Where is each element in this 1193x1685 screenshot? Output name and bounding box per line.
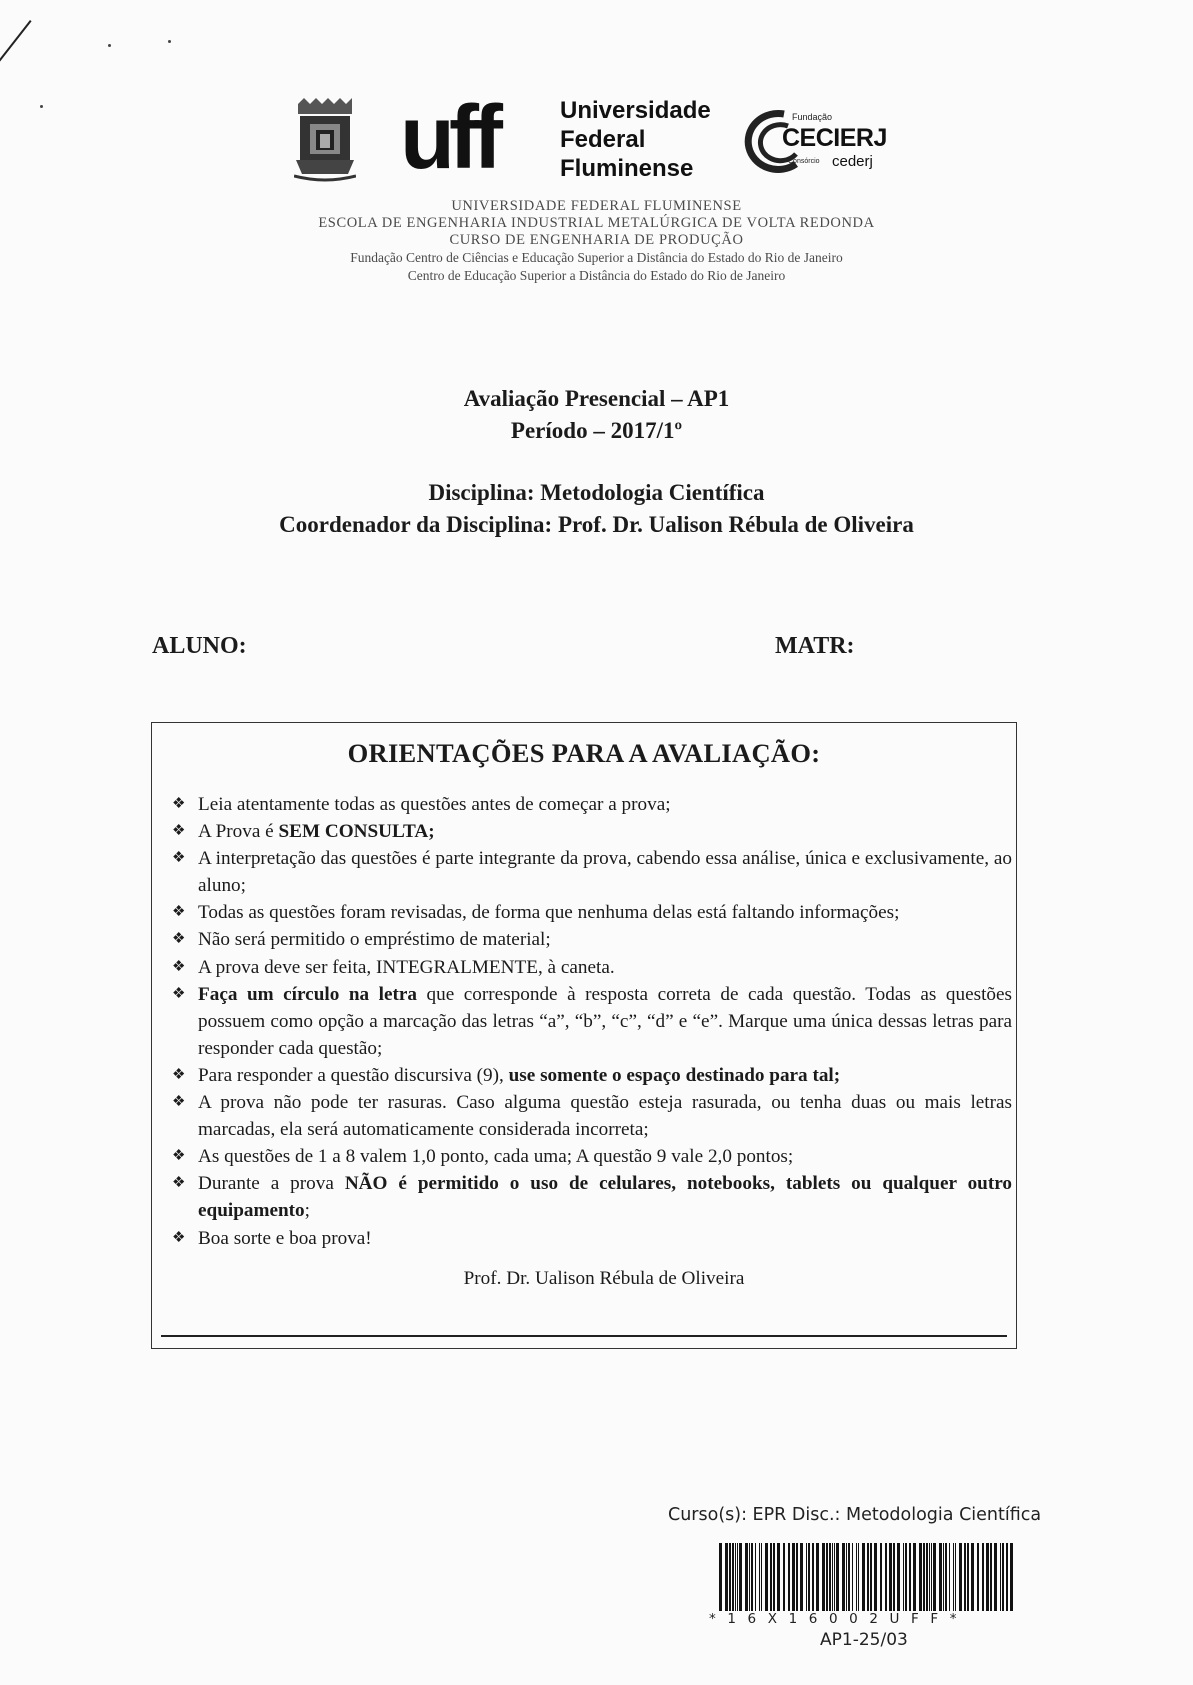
barcode-bar [990,1543,992,1611]
discipline-block [0,477,1193,541]
barcode-digits: *16X16002UFF* [709,1611,969,1627]
barcode-bar [725,1543,728,1611]
bullet-diamond-icon: ❖ [172,904,186,921]
scan-pen-mark [0,20,32,75]
bullet-diamond-icon: ❖ [172,1229,186,1246]
barcode [719,1543,1014,1611]
bullet-diamond-icon: ❖ [172,985,186,1002]
barcode-bar [889,1543,892,1611]
guideline-item: ❖ As questões de 1 a 8 valem 1,0 ponto, cada uma; A questão 9 vale 2,0 pontos; [166,1143,1012,1170]
barcode-bar [846,1543,847,1611]
barcode-bar [777,1543,780,1611]
barcode-bar [1002,1543,1004,1611]
exam-title: Avaliação Presencial – AP1 [463,386,730,411]
bullet-diamond-icon: ❖ [172,958,186,975]
guideline-item: ❖ A prova não pode ter rasuras. Caso alguma questão esteja rasurada, ou tenha duas ou mais letras marcadas, ela será automaticamente considerada incorreta; [166,1089,1012,1143]
discipline: Disciplina: Metodologia Científica [428,480,765,505]
bullet-diamond-icon: ❖ [172,850,186,867]
exam-title-block [0,383,1193,447]
course-line: Curso(s): EPR Disc.: Metodologia Científica [668,1505,1042,1525]
barcode-bar [816,1543,819,1611]
bullet-diamond-icon: ❖ [172,931,186,948]
bullet-diamond-icon: ❖ [172,1175,186,1192]
barcode-bar [880,1543,882,1611]
barcode-bar [994,1543,997,1611]
barcode-bar [796,1543,798,1611]
barcode-bar [959,1543,962,1611]
barcode-bar [926,1543,928,1611]
barcode-bar [919,1543,922,1611]
barcode-bar [909,1543,911,1611]
barcode-bar [913,1543,916,1611]
guideline-item: ❖ Todas as questões foram revisadas, de forma que nenhuma delas está faltando informações; [166,899,1012,926]
barcode-bar [749,1543,750,1611]
barcode-bar [812,1543,814,1611]
barcode-bar [885,1543,887,1611]
registration-label: MATR: [775,633,855,659]
barcode-bar [808,1543,810,1611]
guideline-item: ❖ A prova deve ser feita, INTEGRALMENTE, à caneta. [166,954,1012,981]
document-code: AP1-25/03 [820,1630,908,1650]
barcode-bar [829,1543,831,1611]
scan-dot [40,105,43,108]
barcode-bar [1006,1543,1008,1611]
institution-line: CURSO DE ENGENHARIA DE PRODUÇÃO [449,232,744,248]
barcode-bar [788,1543,790,1611]
barcode-bar [852,1543,853,1611]
barcode-bar [1000,1543,1001,1611]
bullet-diamond-icon: ❖ [172,1094,186,1111]
guideline-item: ❖ Não será permitido o empréstimo de material; [166,926,1012,953]
barcode-bar [834,1543,835,1611]
barcode-bar [735,1543,736,1611]
bullet-diamond-icon: ❖ [172,1066,186,1083]
barcode-bar [806,1543,807,1611]
guideline-item: ❖ Leia atentamente todas as questões antes de começar a prova; [166,791,1012,818]
signature: Prof. Dr. Ualison Rébula de Oliveira [463,1268,745,1289]
barcode-bar [943,1543,944,1611]
bullet-diamond-icon: ❖ [172,823,186,840]
guideline-item: ❖ A Prova é SEM CONSULTA; [166,818,1012,845]
barcode-bar [856,1543,857,1611]
barcode-bar [874,1543,877,1611]
institution-block [0,198,1193,285]
barcode-bar [931,1543,932,1611]
barcode-bar [848,1543,850,1611]
barcode-bar [1010,1543,1013,1611]
barcode-bar [923,1543,925,1611]
barcode-bar [949,1543,950,1611]
cecierj-cederj: cederj [832,153,873,170]
barcode-bar [739,1543,742,1611]
barcode-bar [719,1543,722,1611]
barcode-bar [964,1543,966,1611]
uff-logo-text: uff [400,100,497,178]
institution-line: Fundação Centro de Ciências e Educação Superior a Distância do Estado do Rio de Janeiro [350,250,843,265]
barcode-bar [945,1543,947,1611]
institution-line: UNIVERSIDADE FEDERAL FLUMINENSE [451,198,742,214]
student-label: ALUNO: [152,633,247,659]
cecierj-consorcio: Consórcio [788,158,820,165]
barcode-bar [929,1543,930,1611]
barcode-bar [800,1543,803,1611]
guideline-item: ❖ Para responder a questão discursiva (9), use somente o espaço destinado para tal; [166,1062,1012,1089]
guideline-item: ❖ Faça um círculo na letra que corresponde à resposta correta de cada questão. Todas as questões possuem como opção a marcação das letras “a”, “b”, “c”, “d” e “e”. Marque uma única dessas letras para responder cada questão; [166,981,1012,1062]
cecierj-fundacao: Fundação [792,112,833,122]
barcode-bar [729,1543,731,1611]
barcode-bar [759,1543,760,1611]
barcode-bar [826,1543,828,1611]
bullet-diamond-icon: ❖ [172,1148,186,1165]
uff-name [560,96,711,183]
uff-name-line: Federal [560,126,646,153]
barcode-bar [732,1543,734,1611]
cecierj-logo [726,106,896,186]
barcode-bar [745,1543,748,1611]
barcode-bar [836,1543,839,1611]
barcode-bar [967,1543,969,1611]
guidelines-box [151,722,1017,1349]
barcode-bar [971,1543,974,1611]
guideline-item: ❖ Boa sorte e boa prova! [166,1225,1012,1252]
barcode-bar [751,1543,753,1611]
barcode-bar [770,1543,772,1611]
barcode-bar [755,1543,756,1611]
institution-line: ESCOLA DE ENGENHARIA INDUSTRIAL METALÚRGICA DE VOLTA REDONDA [318,215,875,231]
barcode-bar [858,1543,859,1611]
guidelines-title: ORIENTAÇÕES PARA A AVALIAÇÃO: [347,738,821,768]
barcode-bar [903,1543,904,1611]
barcode-bar [822,1543,825,1611]
barcode-bar [986,1543,989,1611]
barcode-bar [867,1543,869,1611]
barcode-bar [939,1543,942,1611]
barcode-bar [792,1543,795,1611]
barcode-bar [862,1543,865,1611]
guideline-item: ❖ Durante a prova NÃO é permitido o uso de celulares, notebooks, tablets ou qualquer outro equipamento; [166,1170,1012,1224]
barcode-bar [933,1543,936,1611]
barcode-bar [897,1543,900,1611]
exam-period: Período – 2017/1º [510,418,683,443]
barcode-bar [773,1543,775,1611]
coordinator: Coordenador da Disciplina: Prof. Dr. Ualison Rébula de Oliveira [279,512,914,537]
cecierj-name: CECIERJ [782,124,887,152]
uff-name-line: Fluminense [560,155,694,182]
barcode-bar [783,1543,785,1611]
scan-dot [108,44,111,47]
barcode-bar [870,1543,872,1611]
guidelines-list [166,791,1012,1252]
barcode-bar [977,1543,979,1611]
barcode-bar [893,1543,895,1611]
university-crest-icon [294,98,356,182]
barcode-bar [982,1543,984,1611]
barcode-bar [953,1543,954,1611]
barcode-bar [761,1543,762,1611]
barcode-bar [842,1543,845,1611]
barcode-bar [737,1543,738,1611]
guideline-item: ❖ A interpretação das questões é parte integrante da prova, cabendo essa análise, única e exclusivamente, ao aluno; [166,845,1012,899]
barcode-bar [905,1543,907,1611]
barcode-bar [955,1543,956,1611]
uff-logo [400,100,560,178]
signature-underline [161,1335,1007,1337]
barcode-bar [765,1543,768,1611]
bullet-diamond-icon: ❖ [172,796,186,812]
institution-line: Centro de Educação Superior a Distância do Estado do Rio de Janeiro [407,268,786,283]
barcode-bar [832,1543,833,1611]
uff-name-line: Universidade [560,97,711,124]
scan-dot [168,40,171,43]
